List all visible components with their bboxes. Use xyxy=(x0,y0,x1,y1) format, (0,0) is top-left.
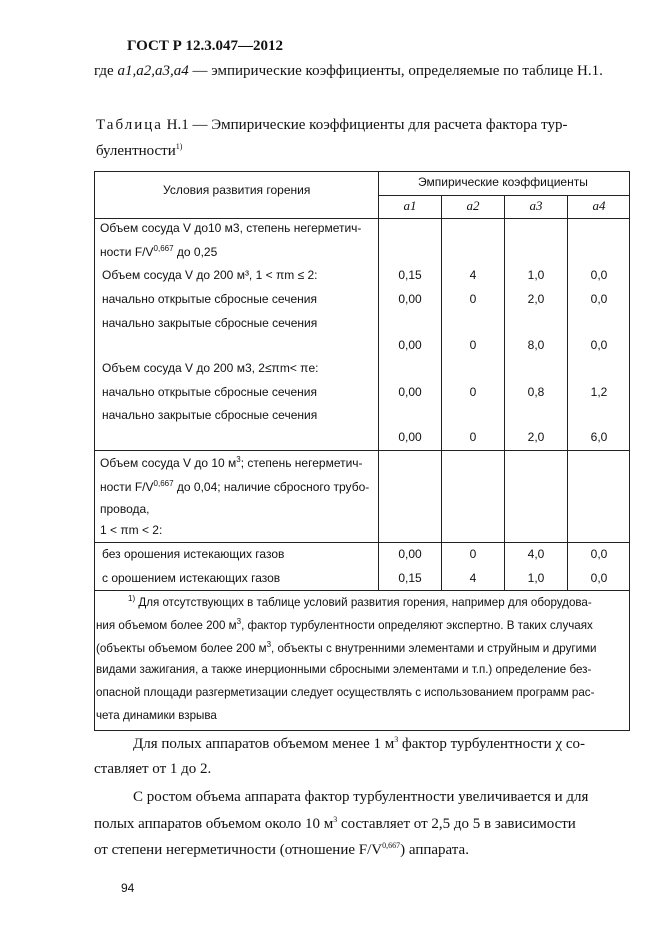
table-cell: 0,00 xyxy=(398,338,422,352)
footnote-line: видами зажигания, а также инерционными сбросными элементами и т.п.) определение без- xyxy=(96,663,592,676)
table-cell: 0,0 xyxy=(590,292,608,306)
footnote-line: $^{1)}$ Для отсутствующих в таблице условий развития горения, например для оборудова- xyxy=(128,594,592,609)
condition-text: Объем сосуда V до 10 $м^3$; степень негерметич- xyxy=(100,455,363,470)
table-cell: 4 xyxy=(469,571,477,585)
table-cell: 0,15 xyxy=(398,268,422,282)
table-cell: 6,0 xyxy=(590,430,608,444)
footnote-line: опасной площади разгерметизации следует осуществлять с использованием программ рас- xyxy=(96,686,595,699)
table-cell: 1,2 xyxy=(590,385,608,399)
table-cell: 2,0 xyxy=(527,292,545,306)
table-cell: 0 xyxy=(469,338,477,352)
table-cell: 4 xyxy=(469,268,477,282)
condition-text: без орошения истекающих газов xyxy=(102,547,285,561)
caption-text: Н.1 — Эмпирические коэффициенты для расчета фактора тур- xyxy=(162,117,568,133)
col-header-coefficients: Эмпирические коэффициенты xyxy=(418,175,588,189)
intro-line xyxy=(94,63,603,80)
condition-text: начально открытые сбросные сечения xyxy=(102,385,317,399)
table-cell: 0,00 xyxy=(398,385,422,399)
table-cell: 0,15 xyxy=(398,571,422,585)
table-cell: 0 xyxy=(469,292,477,306)
table-cell: 0 xyxy=(469,385,477,399)
condition-text: начально закрытые сбросные сечения xyxy=(102,408,318,422)
col-header-a1: a1 xyxy=(403,198,417,213)
document-header: ГОСТ Р 12.3.047—2012 xyxy=(127,38,284,54)
paragraph-1-line: ставляет от 1 до 2. xyxy=(94,761,212,777)
condition-text: провода, xyxy=(100,502,150,516)
table-cell: 0,00 xyxy=(398,430,422,444)
intro-text: — эмпирические коэффициенты, определяемые по таблице Н.1. xyxy=(188,63,603,79)
condition-text: ности $F/V^{0,667}$ до 0,04; наличие сбросного трубо- xyxy=(100,479,370,494)
condition-text: 1 < πm < 2: xyxy=(100,523,163,537)
footnote-line: ния объемом более 200 $м^3$, фактор турбулентности определяют экспертно. В таких случаях xyxy=(96,617,593,632)
intro-vars: a1,a2,a3,a4 xyxy=(117,63,189,79)
table-cell: 2,0 xyxy=(527,430,545,444)
col-header-a4: a4 xyxy=(592,198,606,213)
condition-text: Объем сосуда V до10 м3, степень негерметич- xyxy=(100,221,362,235)
paragraph-1-line: Для полых аппаратов объемом менее 1 $м^3$ фактор турбулентности χ со- xyxy=(133,735,586,752)
table-cell: 8,0 xyxy=(527,338,545,352)
condition-text: ности $F/V^{0,667}$ до 0,25 xyxy=(100,244,218,259)
table-cell: 1,0 xyxy=(527,571,545,585)
table-cell: 0,8 xyxy=(527,385,545,399)
condition-text: начально закрытые сбросные сечения xyxy=(102,316,318,330)
caption-label: Таблица xyxy=(96,117,163,133)
table-cell: 0,00 xyxy=(398,292,422,306)
condition-text: начально открытые сбросные сечения xyxy=(102,292,317,306)
footnote-line: (объекты объемом более 200 $м^3$, объекты с внутренними элементами и струйным и другими xyxy=(96,640,597,655)
table-cell: 0,0 xyxy=(590,338,608,352)
table-caption-line2: булентности$^{1)}$ xyxy=(96,142,183,159)
paragraph-2-line: полых аппаратов объемом около 10 $м^3$ составляет от 2,5 до 5 в зависимости xyxy=(94,815,576,832)
table-cell: 0,0 xyxy=(590,268,608,282)
condition-text: с орошением истекающих газов xyxy=(102,571,281,585)
col-header-a2: a2 xyxy=(466,198,480,213)
table-cell: 0,0 xyxy=(590,547,608,561)
table-cell: 4,0 xyxy=(527,547,545,561)
condition-text: Объем сосуда V до 200 м3, 2≤πm< πe: xyxy=(102,361,319,375)
table-cell: 0,00 xyxy=(398,547,422,561)
paragraph-2-line: С ростом объема аппарата фактор турбулентности увеличивается и для xyxy=(133,789,589,805)
col-header-conditions: Условия развития горения xyxy=(163,183,311,197)
table-cell: 0 xyxy=(469,430,477,444)
condition-text: Объем сосуда V до 200 м³, 1 < πm ≤ 2: xyxy=(102,268,318,282)
col-header-a3: a3 xyxy=(529,198,543,213)
footnote-line: чета динамики взрыва xyxy=(96,709,217,722)
table-caption xyxy=(96,117,567,134)
table-cell: 0,0 xyxy=(590,571,608,585)
paragraph-2-line: от степени негерметичности (отношение $F/V^{0,667}$) аппарата. xyxy=(94,841,469,858)
page-number: 94 xyxy=(121,881,135,895)
intro-prefix: где xyxy=(94,63,118,79)
table-cell: 0 xyxy=(469,547,477,561)
table-cell: 1,0 xyxy=(527,268,545,282)
